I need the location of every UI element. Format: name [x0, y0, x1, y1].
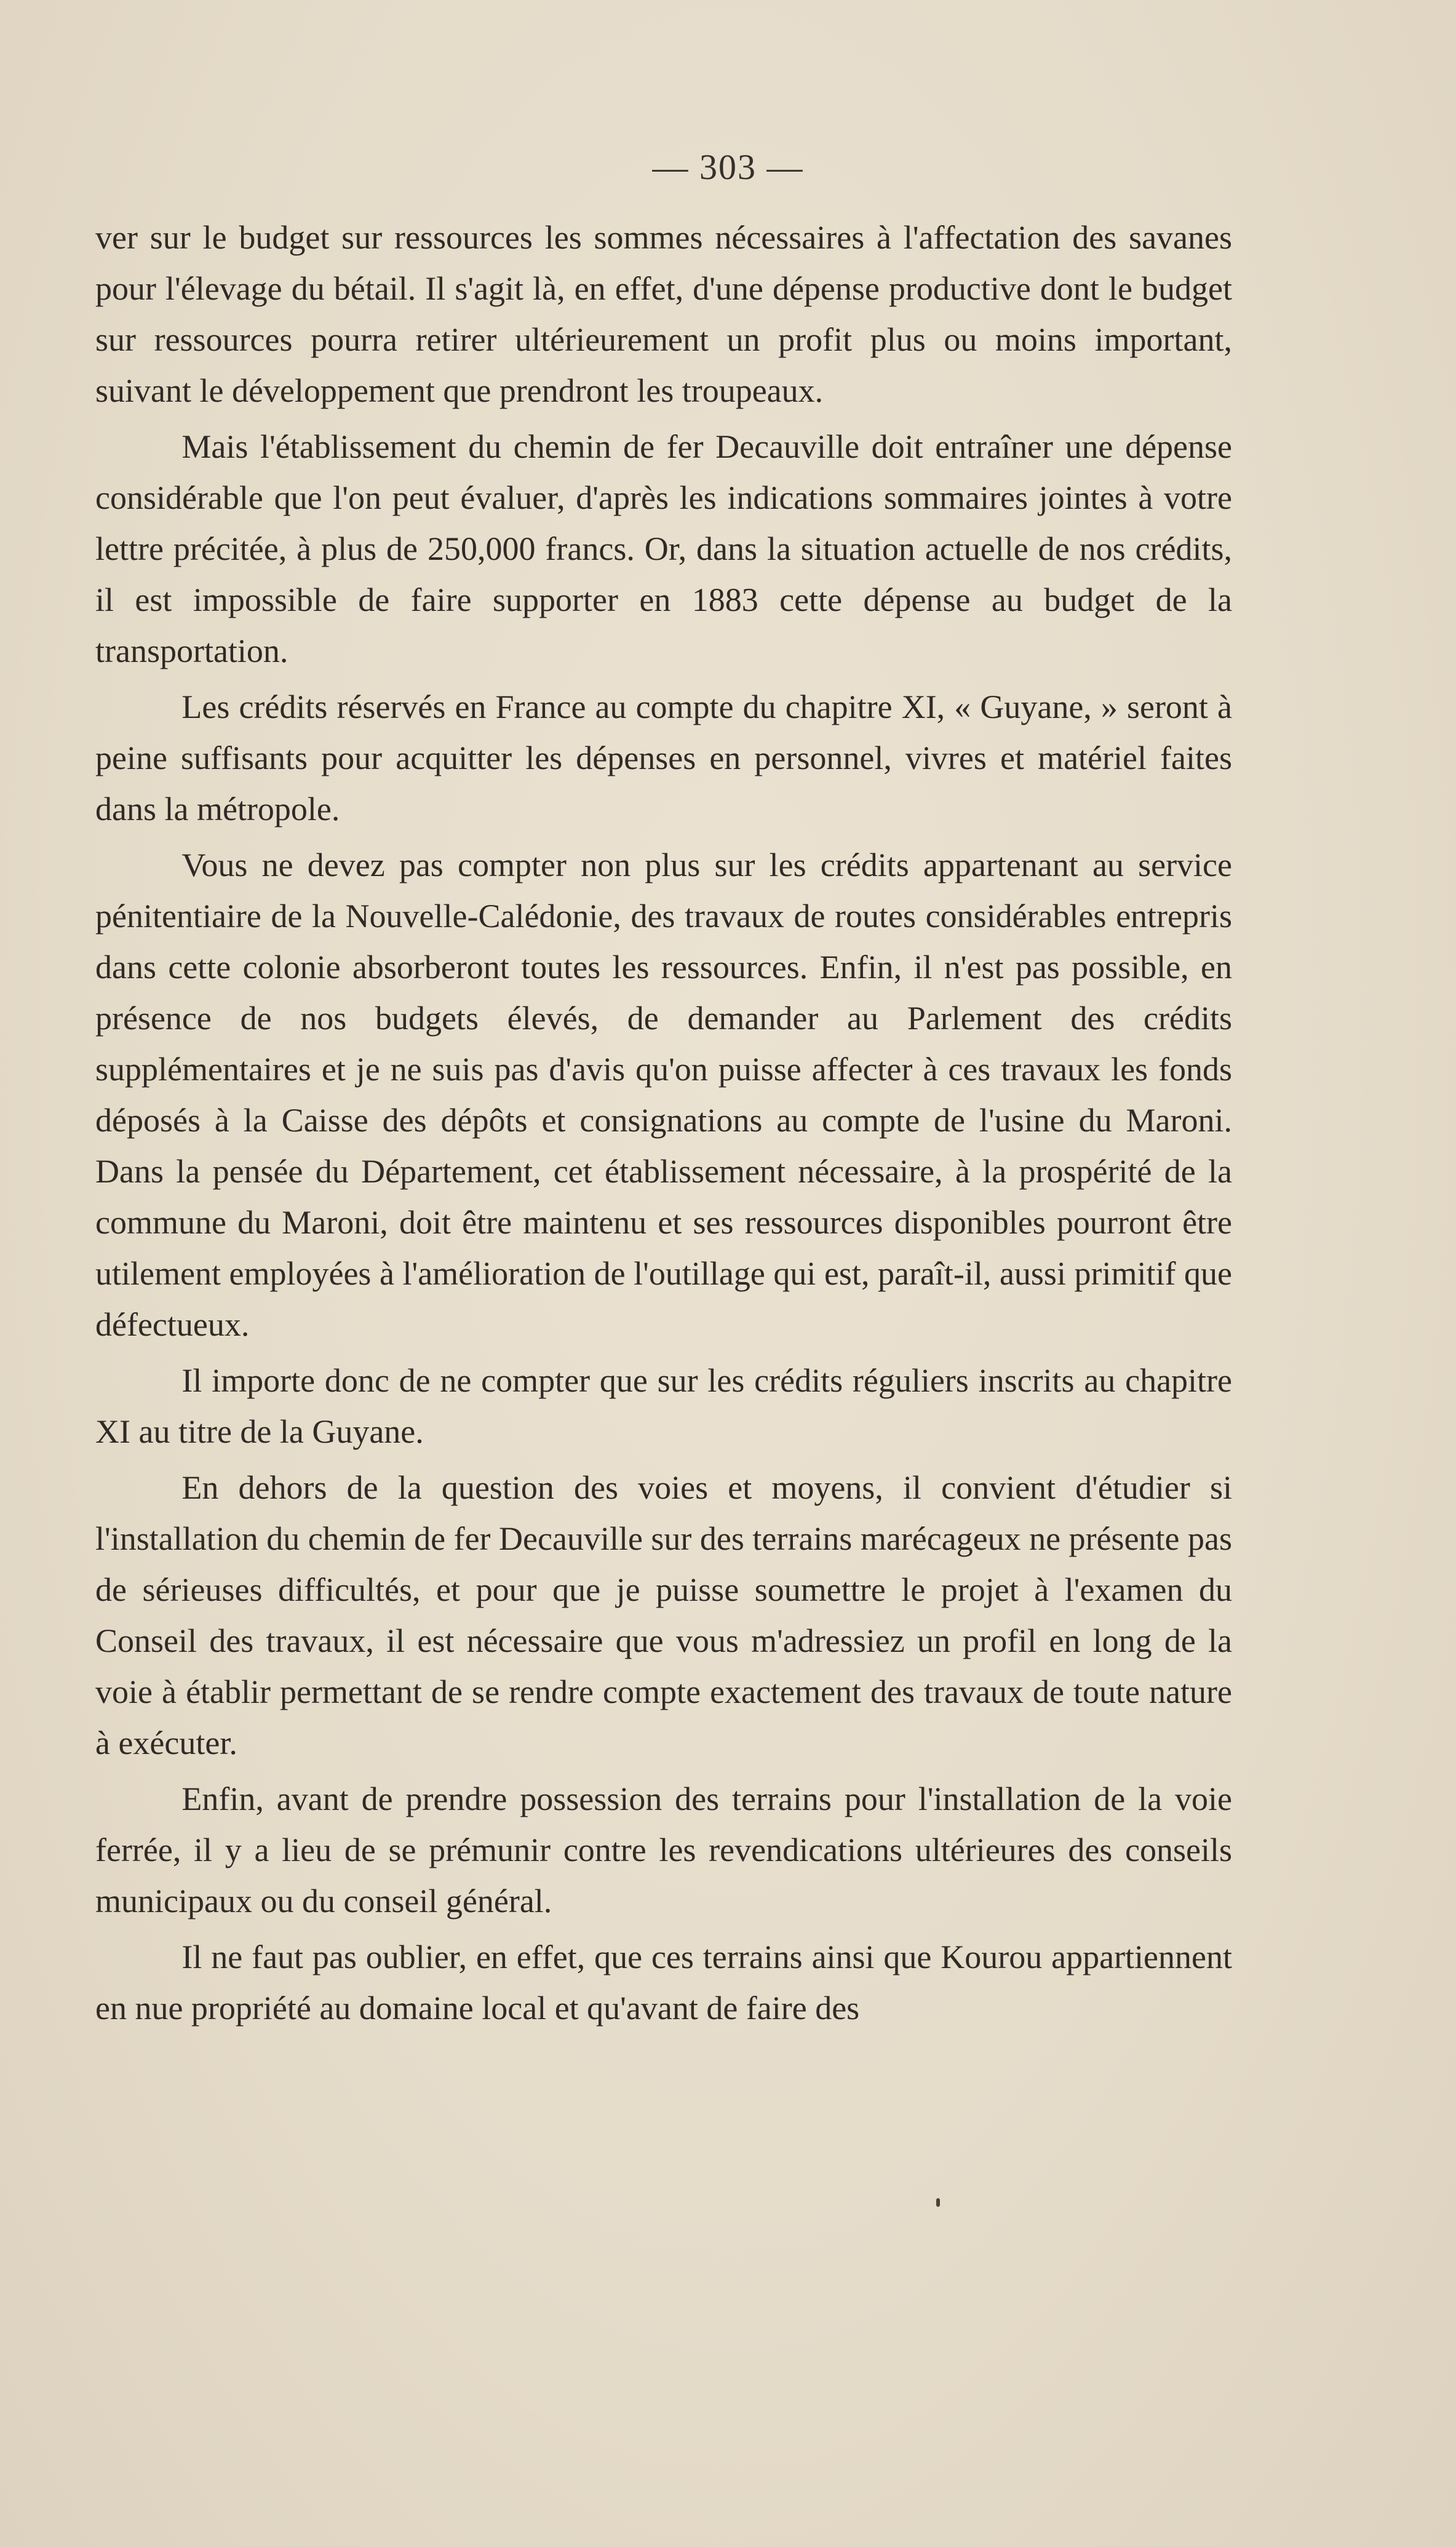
ink-speck	[936, 2198, 940, 2207]
paragraph-4: Vous ne devez pas compter non plus sur les crédits appartenant au service pénitentiaire de la Nouvelle-Calédonie, des travaux de routes considérables entrepris dans cette colonie absorberont toutes les ressources. Enfin, il n'est pas possible, en présence de nos budgets élevés, de demander au Parlement des crédits supplémentaires et je ne suis pas d'avis qu'on puisse affecter à ces travaux les fonds déposés à la Caisse des dépôts et consignations au compte de l'usine du Maroni. Dans la pensée du Département, cet établissement nécessaire, à la prospérité de la commune du Maroni, doit être maintenu et ses ressources disponibles pourront être utilement employées à l'amélioration de l'outillage qui est, paraît-il, aussi primitif que défectueux.	[95, 847, 1232, 1343]
page-number: — 303 —	[652, 147, 804, 187]
paragraph-7: Enfin, avant de prendre possession des terrains pour l'installation de la voie ferrée, il y a lieu de se prémunir contre les revendications ultérieures des conseils municipaux ou du conseil général.	[95, 1780, 1232, 1919]
paragraph-2: Mais l'établissement du chemin de fer Decauville doit entraîner une dépense considérable que l'on peut évaluer, d'après les indications sommaires jointes à votre lettre précitée, à plus de 250,000 francs. Or, dans la situation actuelle de nos crédits, il est impossible de faire supporter en 1883 cette dépense au budget de la transportation.	[95, 428, 1232, 669]
paragraph-8: Il ne faut pas oublier, en effet, que ces terrains ainsi que Kourou appartiennent en nue propriété au domaine local et qu'avant de faire des	[95, 1939, 1232, 2027]
body-text	[95, 212, 1232, 2039]
paragraph-5: Il importe donc de ne compter que sur les crédits réguliers inscrits au chapitre XI au titre de la Guyane.	[95, 1362, 1232, 1450]
paragraph-3: Les crédits réservés en France au compte du chapitre XI, « Guyane, » seront à peine suffisants pour acquitter les dépenses en personnel, vivres et matériel faites dans la métropole.	[95, 688, 1232, 827]
paragraph-6: En dehors de la question des voies et moyens, il convient d'étudier si l'installation du chemin de fer Decauville sur des terrains marécageux ne présente pas de sérieuses difficultés, et pour que je puisse soumettre le projet à l'examen du Conseil des travaux, il est nécessaire que vous m'adressiez un profil en long de la voie à établir permettant de se rendre compte exactement des travaux de toute nature à exécuter.	[95, 1469, 1232, 1761]
paragraph-1: ver sur le budget sur ressources les sommes nécessaires à l'affectation des savanes pour l'élevage du bétail. Il s'agit là, en effet, d'une dépense productive dont le budget sur ressources pourra retirer ultérieurement un profit plus ou moins important, suivant le développement que prendront les troupeaux.	[95, 219, 1232, 409]
